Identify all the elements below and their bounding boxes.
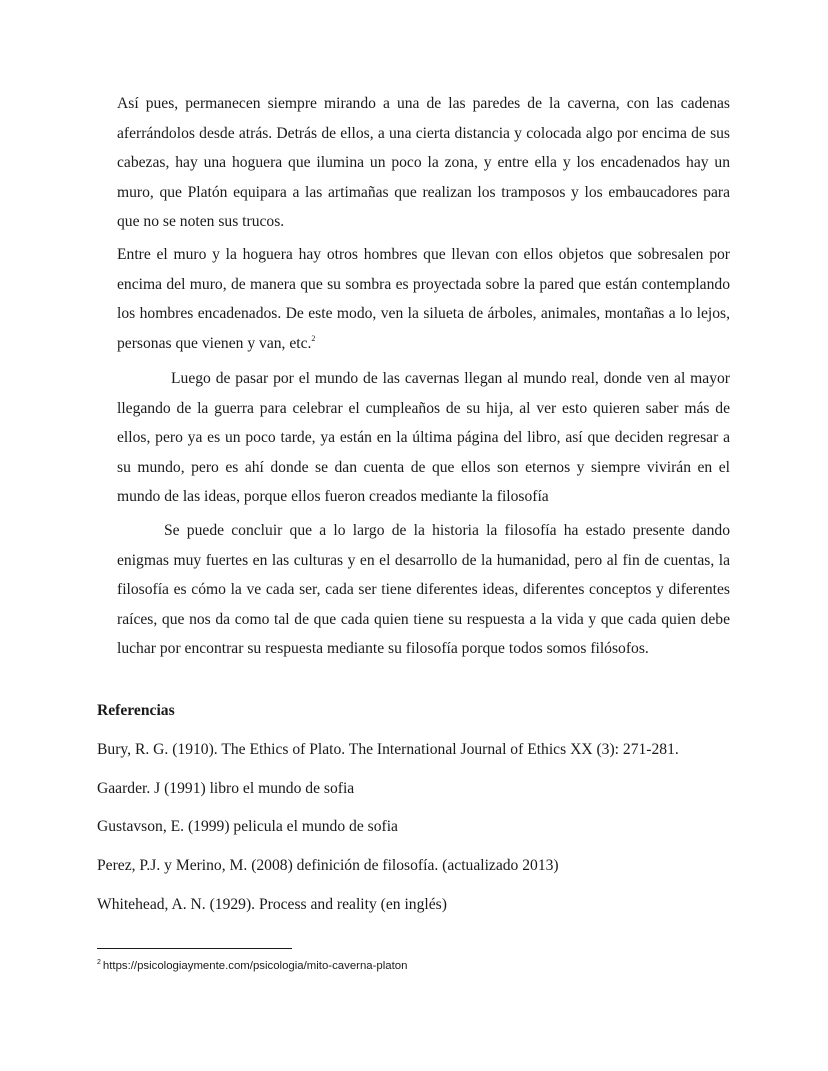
footnote-divider [97, 948, 292, 949]
footnote-reference[interactable]: 2 [311, 333, 316, 343]
reference-item: Gustavson, E. (1999) pelicula el mundo de sofia [97, 818, 398, 836]
body-paragraph-1: Así pues, permanecen siempre mirando a una de las paredes de la caverna, con las cadenas aferrándolos desde atrás. Detrás de ellos, a una cierta distancia y colocada algo por encima de sus cabezas, hay una hoguera que ilumina un poco la zona, y entre ella y los encadenados hay un muro, que Platón equipara a las artimañas que realizan los tramposos y los embaucadores para que no se noten sus trucos. [117, 95, 730, 231]
body-paragraph-4: Se puede concluir que a lo largo de la historia la filosofía ha estado presente dando enigmas muy fuertes en las culturas y en el desarrollo de la humanidad, pero al fin de cuentas, la filosofía es cómo la ve cada ser, cada ser tiene diferentes ideas, diferentes conceptos y diferentes raíces, que nos da como tal de que cada quien tiene su respuesta a la vida y que cada quien debe luchar por encontrar su respuesta mediante su filosofía porque todos somos filósofos. [117, 522, 730, 658]
reference-item: Perez, P.J. y Merino, M. (2008) definición de filosofía. (actualizado 2013) [97, 857, 559, 875]
reference-item: Gaarder. J (1991) libro el mundo de sofia [97, 779, 355, 797]
footnote [97, 957, 407, 975]
references-heading: Referencias [97, 702, 175, 719]
footnote-marker: 2 [97, 959, 101, 966]
body-paragraph-2: Entre el muro y la hoguera hay otros hombres que llevan con ellos objetos que sobresalen por encima del muro, de manera que su sombra es proyectada sobre la pared que están contemplando los hombres encadenados. De este modo, ven la silueta de árboles, animales, montañas a lo lejos, personas que vienen y van, etc.$^2$ [117, 246, 730, 352]
footnote-link[interactable]: https://psicologiaymente.com/psicologia/mito-caverna-platon [102, 960, 408, 972]
reference-item: Bury, R. G. (1910). The Ethics of Plato. The International Journal of Ethics XX (3): 271-281. [97, 741, 679, 758]
reference-item: Whitehead, A. N. (1929). Process and reality (en inglés) [97, 895, 447, 913]
references-list [97, 737, 757, 930]
body-paragraph-3: Luego de pasar por el mundo de las cavernas llegan al mundo real, donde ven al mayor llegando de la guerra para celebrar el cumpleaños de su hija, al ver esto quieren saber más de ellos, pero ya es un poco tarde, ya están en la última página del libro, así que deciden regresar a su mundo, pero es ahí donde se dan cuenta de que ellos son eternos y siempre vivirán en el mundo de las ideas, porque ellos fueron creados mediante la filosofía [117, 370, 730, 506]
